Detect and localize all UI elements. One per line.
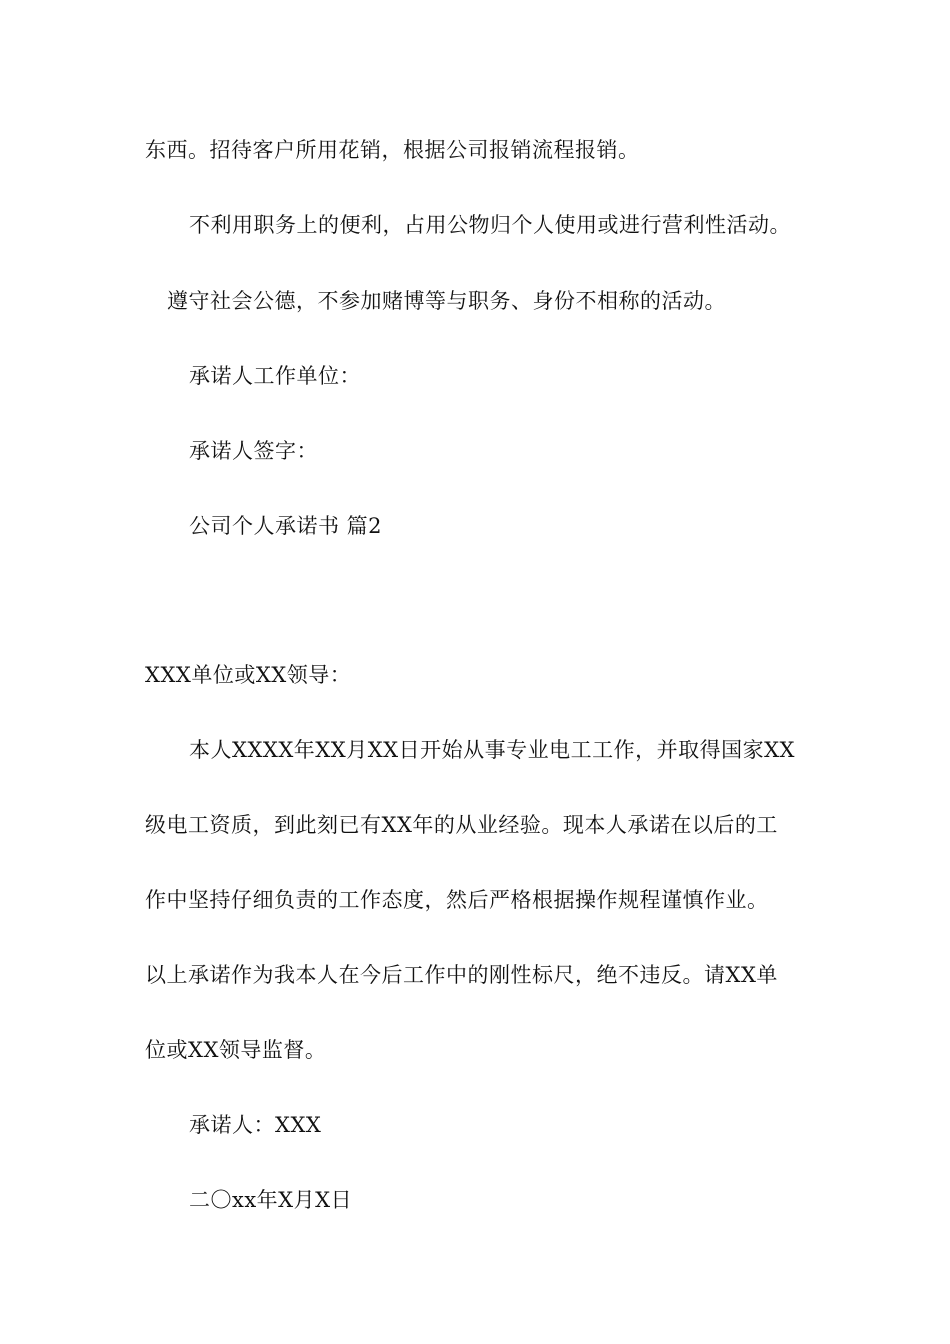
salutation: XXX单位或XX领导：: [145, 663, 352, 687]
paragraph-line: 以上承诺作为我本人在今后工作中的刚性标尺，绝不违反。请XX单: [145, 963, 778, 987]
paragraph-line: 本人XXXX年XX月XX日开始从事专业电工工作，并取得国家XX: [189, 738, 795, 762]
promisor-name: 承诺人：XXX: [189, 1113, 322, 1137]
paragraph-line: 作中坚持仔细负责的工作态度，然后严格根据操作规程谨慎作业。: [145, 888, 769, 912]
promisor-signature-label: 承诺人签字：: [189, 439, 318, 463]
promisor-unit-label: 承诺人工作单位：: [189, 364, 361, 388]
paragraph-line: 位或XX领导监督。: [145, 1038, 327, 1062]
paragraph-line: 遵守社会公德，不参加赌博等与职务、身份不相称的活动。: [167, 289, 726, 313]
paragraph-line: 东西。招待客户所用花销，根据公司报销流程报销。: [145, 138, 640, 162]
paragraph-line: 级电工资质，到此刻已有XX年的从业经验。现本人承诺在以后的工: [145, 813, 778, 837]
paragraph-line: 不利用职务上的便利，占用公物归个人使用或进行营利性活动。: [189, 213, 791, 237]
section-title: 公司个人承诺书 篇2: [189, 514, 383, 538]
document-date: 二〇xx年X月X日: [189, 1188, 353, 1212]
